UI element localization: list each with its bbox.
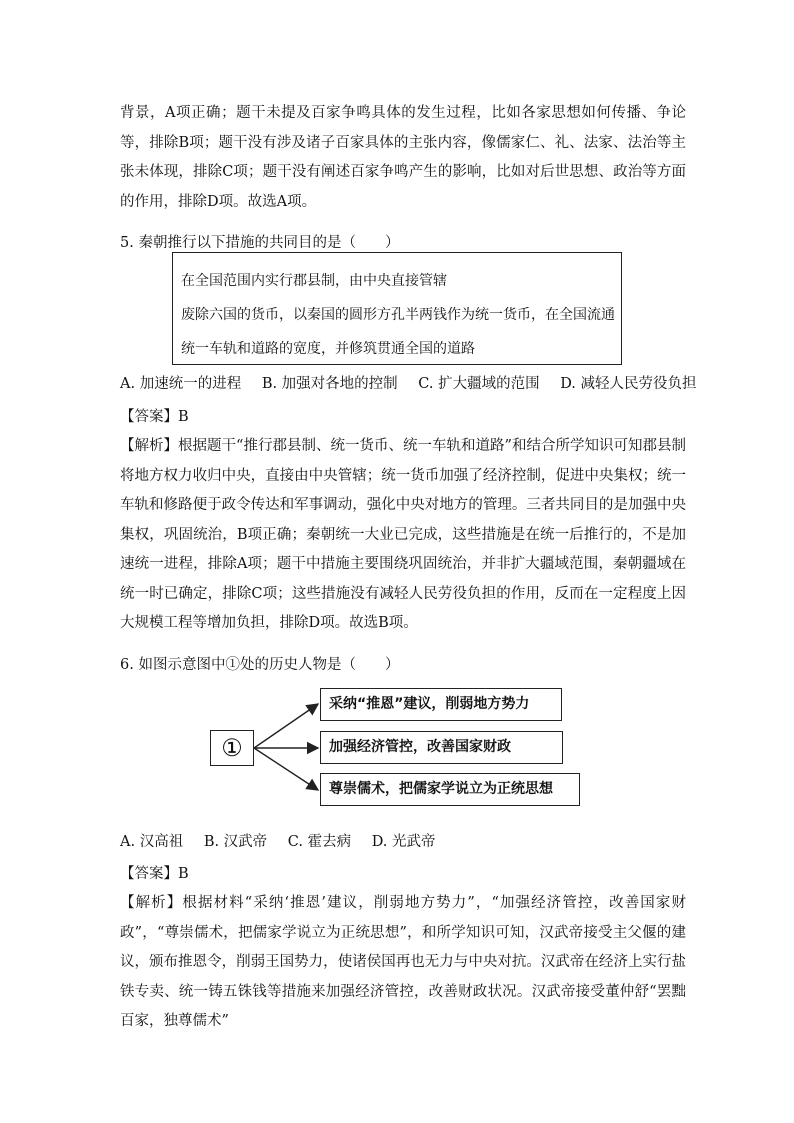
q5-analysis: 【解析】根据题干“推行郡县制、统一货币、统一车轨和道路”和结合所学知识可知郡县制将地方权力收归中央，直接由中央管辖；统一货币加强了经济控制，促进中央集权；统一车轨和修路便于政令传达和军事调动，强化中央对地方的管理。三者共同目的是加强中央集权，巩固统治，B项正确；秦朝统一大业已完成，这些措施是在统一后推行的，不是加速统一进程，排除A项；题干中措施主要围绕巩固统治，并非扩大疆域范围，秦朝疆域在统一时已确定，排除C项；这些措施没有减轻人民劳役负担的作用，反而在一定程度上因大规模工程等增加负担，排除D项。故选B项。 — [120, 438, 686, 631]
q5-measure-2: 废除六国的货币，以秦国的圆形方孔半两钱作为统一货币，在全国流通 — [181, 307, 615, 323]
q5-answer: 【答案】B — [120, 409, 189, 425]
q5-option-a: A. 加速统一的进程 — [120, 376, 242, 392]
q6-diagram-box-2: 加强经济管控，改善国家财政 — [320, 731, 563, 764]
q6-options — [120, 832, 452, 852]
q6-option-b: B. 汉武帝 — [203, 834, 268, 850]
q6-option-d: D. 光武帝 — [371, 834, 436, 850]
q5-measure-1: 在全国范围内实行郡县制，由中央直接管辖 — [181, 273, 447, 289]
q6-diagram-box-1: 采纳“推恩”建议，削弱地方势力 — [320, 688, 562, 721]
q5-option-d: D. 减轻人民劳役负担 — [560, 376, 697, 392]
q5-question: 5. 秦朝推行以下措施的共同目的是（ ） — [120, 235, 400, 251]
q6-unknown-figure-box: ① — [210, 730, 254, 766]
q6-question: 6. 如图示意图中①处的历史人物是（ ） — [120, 657, 400, 673]
arrow-to-box-1 — [254, 704, 318, 748]
q6-diagram-box-3: 尊崇儒术，把儒家学说立为正统思想 — [320, 773, 580, 806]
q6-answer: 【答案】B — [120, 866, 189, 882]
q6-option-c: C. 霍去病 — [287, 834, 352, 850]
arrow-to-box-3 — [254, 748, 318, 790]
intro-paragraph: 背景，A项正确；题干未提及百家争鸣具体的发生过程，比如各家思想如何传播、争论等，排除B项；题干没有涉及诸子百家具体的主张内容，像儒家仁、礼、法家、法治等主张未体现，排除C项；题干没有阐述百家争鸣产生的影响，比如对后世思想、政治等方面的作用，排除D项。故选A项。 — [120, 105, 686, 210]
q6-analysis: 【解析】根据材料“采纳‘推恩’建议，削弱地方势力”，“加强经济管控，改善国家财政”，“尊崇儒术，把儒家学说立为正统思想”，和所学知识可知，汉武帝接受主父偃的建议，颁布推恩令，削弱王国势力，使诸侯国再也无力与中央对抗。汉武帝在经济上实行盐铁专卖、统一铸五铢钱等措施来加强经济管控，改善财政状况。汉武帝接受董仲舒“罢黜百家，独尊儒术” — [120, 895, 686, 1029]
q5-option-c: C. 扩大疆域的范围 — [418, 376, 540, 392]
q5-measure-3: 统一车轨和道路的宽度，并修筑贯通全国的道路 — [181, 341, 475, 357]
q5-option-b: B. 加强对各地的控制 — [261, 376, 398, 392]
q6-option-a: A. 汉高祖 — [120, 834, 184, 850]
